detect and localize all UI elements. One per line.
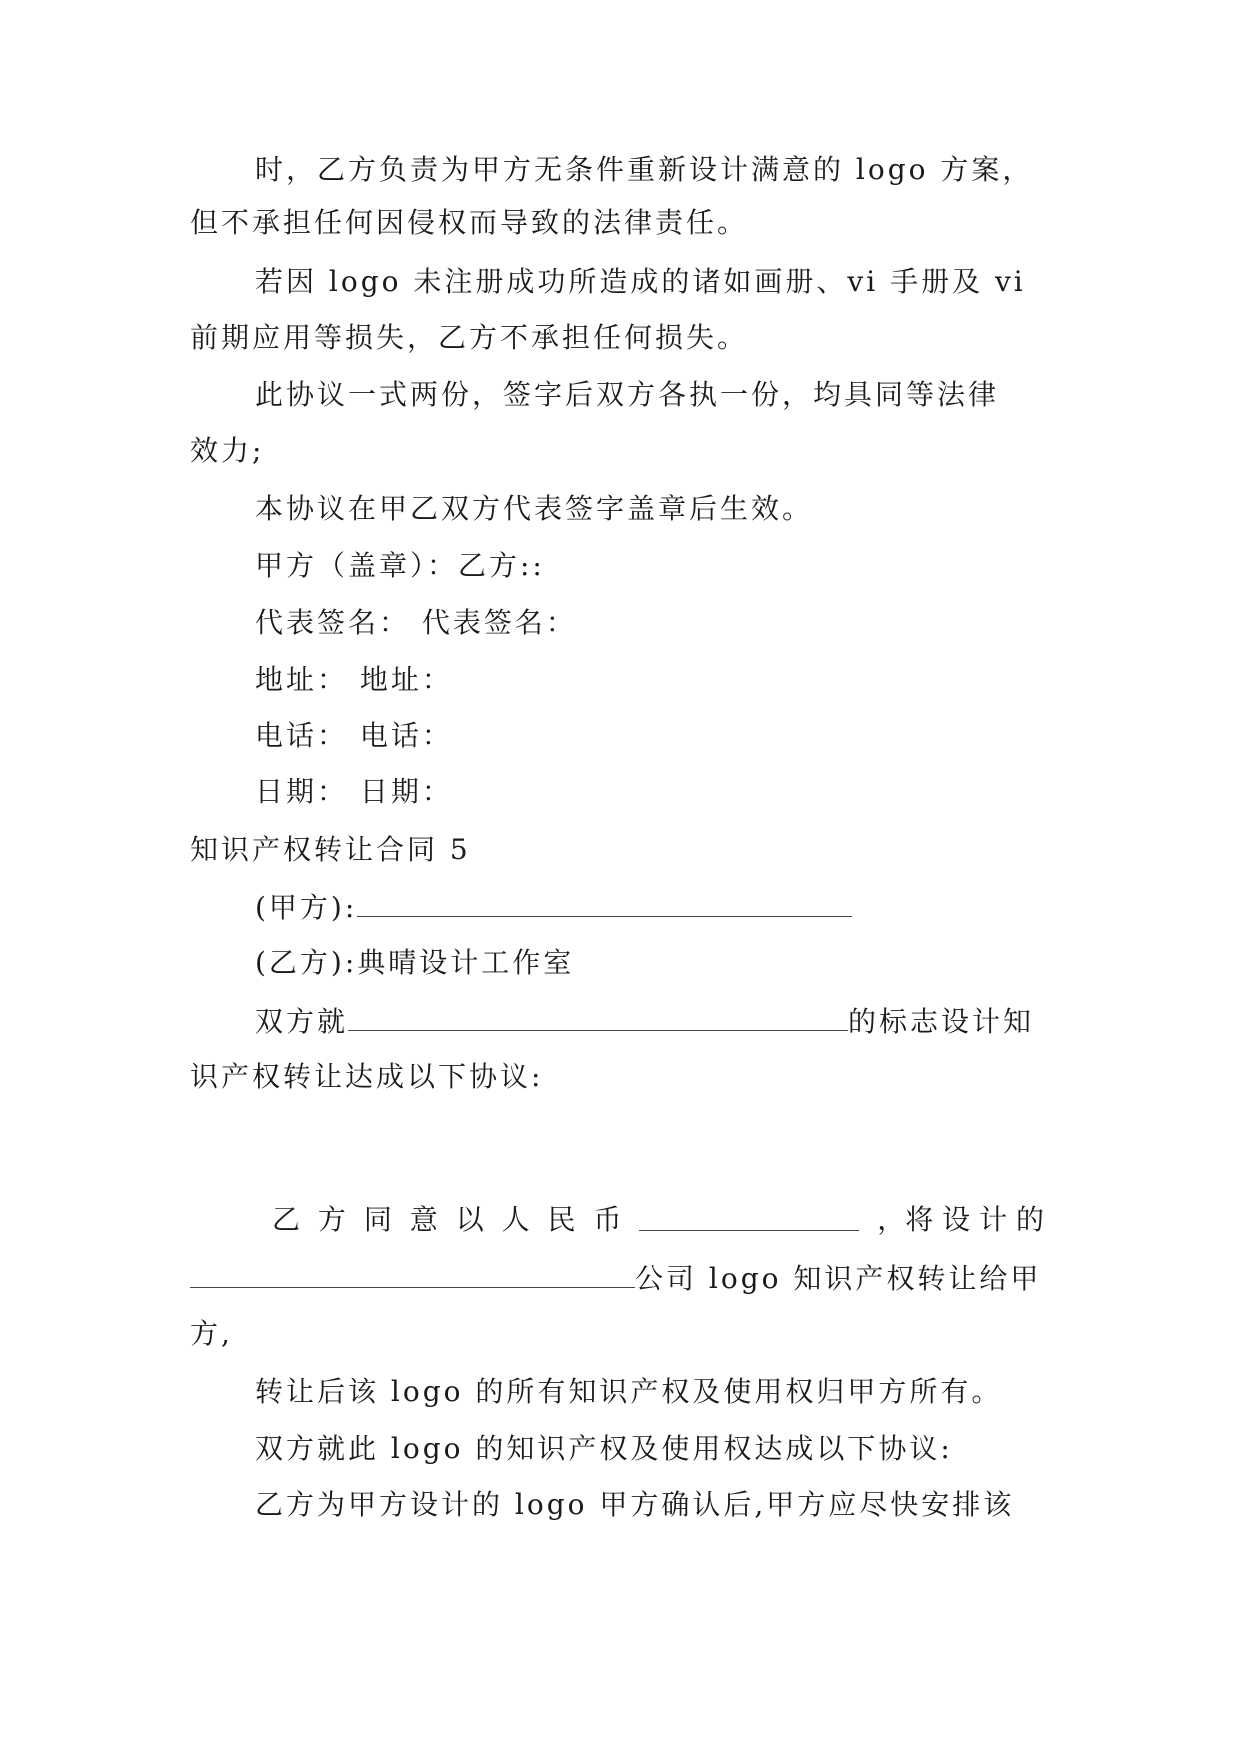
- paragraph-line: 此协议一式两份，签字后双方各执一份，均具同等法律: [255, 378, 1000, 411]
- clause2-char: 乙: [272, 1203, 301, 1236]
- signature-line: 地址： 地址：: [255, 663, 453, 696]
- party-b-line: (乙方):典晴设计工作室: [255, 946, 575, 979]
- paragraph-line: 效力;: [190, 434, 265, 467]
- clause2-char: 币: [593, 1203, 622, 1236]
- paragraph-line: 但不承担任何因侵权而导致的法律责任。: [190, 206, 749, 239]
- paragraph-line: 前期应用等损失，乙方不承担任何损失。: [190, 321, 749, 354]
- clause1-line: [255, 1000, 1125, 1040]
- clause5-line: 乙方为甲方设计的 logo 甲方确认后,甲方应尽快安排该: [255, 1488, 1015, 1521]
- party-a-blank: [357, 886, 852, 917]
- signature-line: 日期： 日期：: [255, 775, 453, 808]
- clause2-char: 方: [317, 1203, 346, 1236]
- clause3-line: 转让后该 logo 的所有知识产权及使用权归甲方所有。: [255, 1375, 1003, 1408]
- signature-line: 甲方（盖章）：乙方::: [255, 549, 545, 582]
- signature-line: 代表签名： 代表签名：: [255, 606, 577, 639]
- clause4-line: 双方就此 logo 的知识产权及使用权达成以下协议:: [255, 1432, 953, 1465]
- clause2-company-blank: [190, 1257, 635, 1288]
- clause2-char: 民: [547, 1203, 576, 1236]
- clause2-end: ，将 设 计 的: [877, 1203, 1044, 1236]
- paragraph-line: 本协议在甲乙双方代表签字盖章后生效。: [255, 492, 814, 525]
- party-a-label: (甲方):: [255, 891, 358, 924]
- clause2-line: [272, 1200, 1044, 1240]
- clause2-line3: 方,: [190, 1317, 233, 1350]
- clause1-blank: [348, 1000, 848, 1031]
- signature-line: 电话： 电话：: [255, 719, 453, 752]
- clause2-line2: [190, 1257, 1060, 1297]
- clause2-char: 人: [501, 1203, 530, 1236]
- clause2-char: 意: [409, 1203, 438, 1236]
- paragraph-line: 时，乙方负责为甲方无条件重新设计满意的 logo 方案，: [255, 153, 1034, 186]
- clause2-amount-blank: [639, 1200, 859, 1231]
- clause1-end: 的标志设计知: [848, 1005, 1035, 1038]
- clause1-start: 双方就: [255, 1005, 349, 1038]
- contract-title: 知识产权转让合同 5: [190, 833, 471, 866]
- clause1-continuation: 识产权转让达成以下协议:: [190, 1060, 544, 1093]
- clause2-char: 以: [455, 1203, 484, 1236]
- clause2-char: 同: [363, 1203, 392, 1236]
- clause2-line2-end: 公司 logo 知识产权转让给甲: [635, 1262, 1042, 1295]
- paragraph-line: 若因 logo 未注册成功所造成的诸如画册、vi 手册及 vi: [255, 265, 1026, 298]
- party-a-line: [255, 886, 1125, 926]
